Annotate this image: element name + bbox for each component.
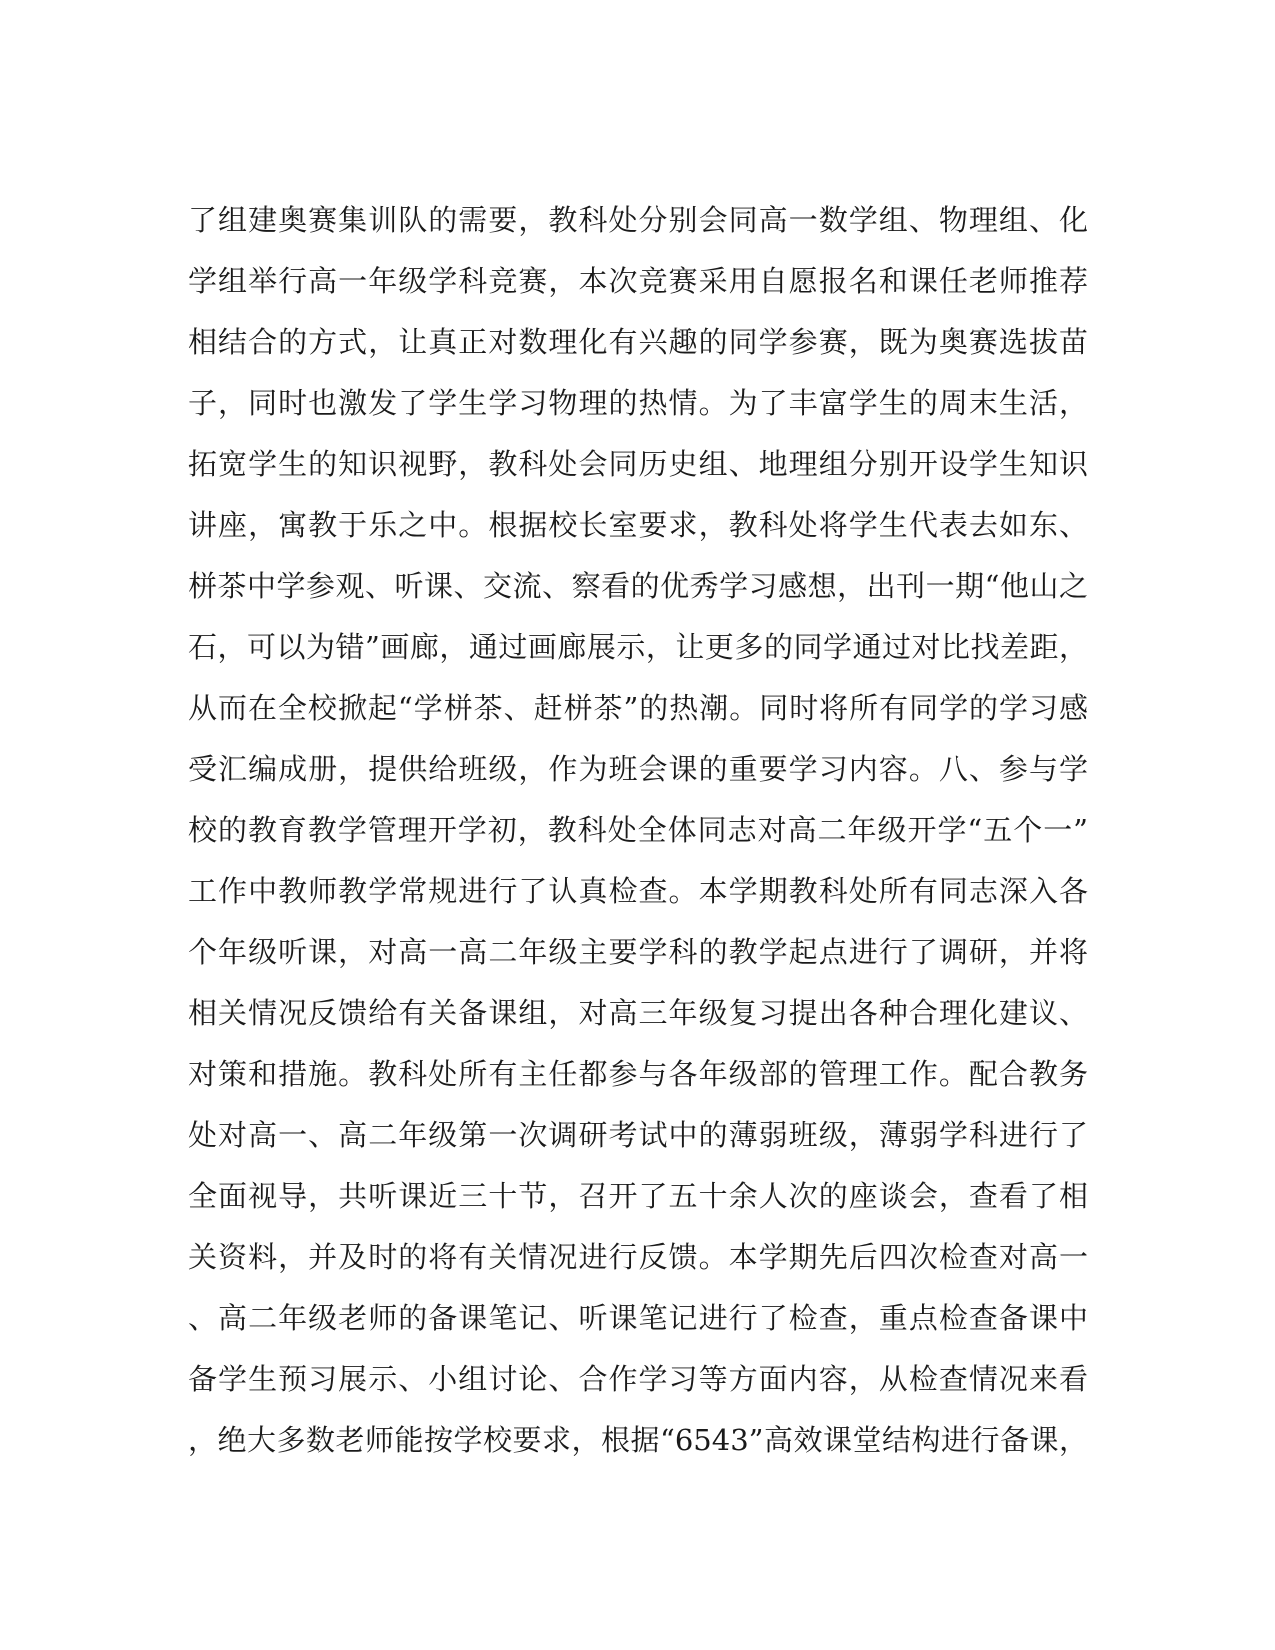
text-line: 相结合的方式，让真正对数理化有兴趣的同学参赛，既为奥赛选拔苗 (188, 325, 1088, 359)
text-line: 处对高一、高二年级第一次调研考试中的薄弱班级，薄弱学科进行了 (188, 1118, 1088, 1152)
text-line: 学组举行高一年级学科竞赛，本次竞赛采用自愿报名和课任老师推荐 (188, 264, 1088, 298)
text-line: 拓宽学生的知识视野，教科处会同历史组、地理组分别开设学生知识 (188, 447, 1088, 481)
text-line: 关资料，并及时的将有关情况进行反馈。本学期先后四次检查对高一 (188, 1240, 1088, 1274)
text-line: 石，可以为错”画廊，通过画廊展示，让更多的同学通过对比找差距， (188, 630, 1088, 664)
text-line: 相关情况反馈给有关备课组，对高三年级复习提出各种合理化建议、 (188, 996, 1088, 1030)
text-line: 子，同时也激发了学生学习物理的热情。为了丰富学生的周末生活， (188, 386, 1088, 420)
text-line: 备学生预习展示、小组讨论、合作学习等方面内容，从检查情况来看 (188, 1362, 1088, 1396)
text-line: 工作中教师教学常规进行了认真检查。本学期教科处所有同志深入各 (188, 874, 1088, 908)
text-line: 受汇编成册，提供给班级，作为班会课的重要学习内容。八、参与学 (188, 752, 1088, 786)
body-text (188, 190, 1088, 1471)
text-line: 从而在全校掀起“学栟茶、赶栟茶”的热潮。同时将所有同学的学习感 (188, 691, 1088, 725)
text-line: 了组建奥赛集训队的需要，教科处分别会同高一数学组、物理组、化 (188, 203, 1088, 237)
text-line: 校的教育教学管理开学初，教科处全体同志对高二年级开学“五个一” (188, 813, 1088, 847)
text-line: 全面视导，共听课近三十节，召开了五十余人次的座谈会，查看了相 (188, 1179, 1088, 1213)
text-line: 栟茶中学参观、听课、交流、察看的优秀学习感想，出刊一期“他山之 (188, 569, 1088, 603)
text-line: 、高二年级老师的备课笔记、听课笔记进行了检查，重点检查备课中 (188, 1301, 1088, 1335)
text-line: 对策和措施。教科处所有主任都参与各年级部的管理工作。配合教务 (188, 1057, 1088, 1091)
text-line: 讲座，寓教于乐之中。根据校长室要求，教科处将学生代表去如东、 (188, 508, 1088, 542)
text-line: 个年级听课，对高一高二年级主要学科的教学起点进行了调研，并将 (188, 935, 1088, 969)
text-line: ，绝大多数老师能按学校要求，根据“6543”高效课堂结构进行备课， (188, 1423, 1088, 1457)
